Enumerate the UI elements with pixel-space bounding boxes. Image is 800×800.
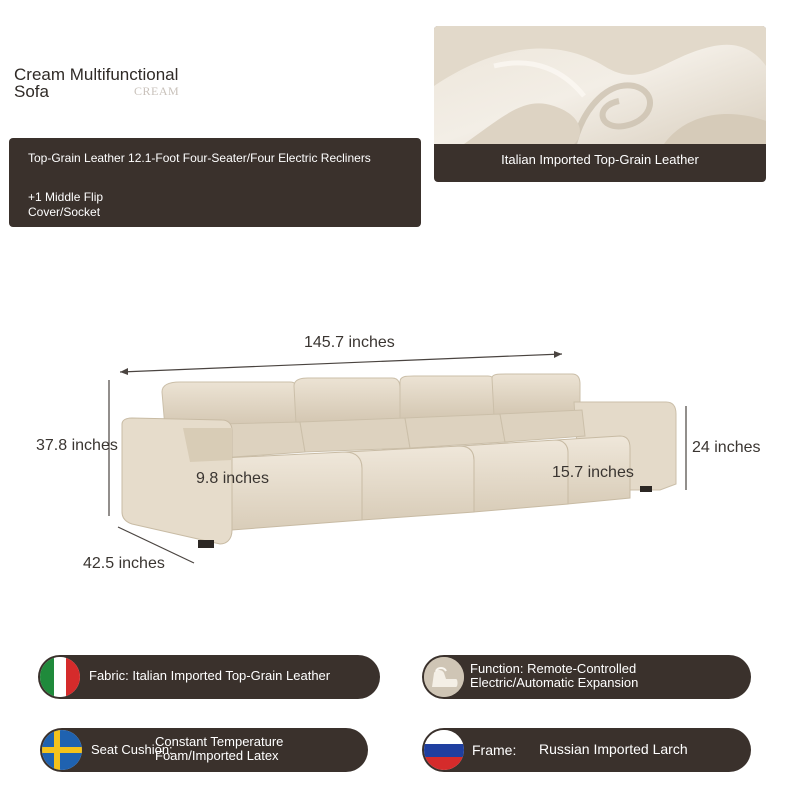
feature-fabric-label: Fabric: Italian Imported Top-Grain Leather bbox=[89, 668, 331, 683]
product-title bbox=[14, 66, 178, 100]
feature-frame bbox=[422, 728, 751, 772]
feature-seat-cushion-line1: Constant Temperature bbox=[155, 734, 284, 749]
spec-line-1: Top-Grain Leather 12.1-Foot Four-Seater/Four Electric Recliners bbox=[28, 151, 371, 165]
feature-seat-cushion-value bbox=[155, 735, 283, 763]
feature-frame-prefix: Frame: bbox=[472, 742, 517, 758]
seat-height-label: 15.7 inches bbox=[552, 464, 634, 481]
feature-frame-value: Russian Imported Larch bbox=[539, 741, 688, 757]
feature-function-line1: Function: Remote-Controlled bbox=[470, 661, 637, 676]
feature-function-label bbox=[470, 662, 638, 690]
russia-flag-icon bbox=[424, 730, 464, 770]
feature-seat-cushion bbox=[40, 728, 368, 772]
length-dimension-line bbox=[120, 354, 562, 372]
feature-seat-cushion-prefix: Seat Cushion: bbox=[91, 742, 173, 757]
leather-swatch-card bbox=[434, 26, 766, 182]
length-label: 145.7 inches bbox=[304, 334, 395, 351]
spec-line-2a: +1 Middle Flip bbox=[28, 190, 104, 204]
sofa-chair-icon bbox=[424, 657, 464, 697]
spec-line-2b: Cover/Socket bbox=[28, 205, 101, 219]
product-title-line2: Sofa bbox=[14, 82, 49, 101]
feature-function-line2: Electric/Automatic Expansion bbox=[470, 675, 639, 690]
spec-line-2 bbox=[28, 190, 103, 220]
sweden-flag-icon bbox=[42, 730, 82, 770]
armrest-width-label: 9.8 inches bbox=[196, 470, 269, 487]
leather-caption: Italian Imported Top-Grain Leather bbox=[501, 152, 699, 167]
spec-panel bbox=[9, 138, 421, 227]
brand-watermark: CREAM bbox=[134, 84, 180, 98]
feature-function bbox=[422, 655, 751, 699]
height-label: 37.8 inches bbox=[36, 437, 118, 454]
arm-height-label: 24 inches bbox=[692, 439, 761, 456]
italy-flag-icon bbox=[40, 657, 80, 697]
feature-fabric bbox=[38, 655, 380, 699]
sofa-illustration bbox=[0, 300, 800, 590]
product-title-line1: Cream Multifunctional bbox=[14, 65, 179, 84]
leather-fabric-image bbox=[434, 26, 766, 144]
depth-label: 42.5 inches bbox=[83, 555, 165, 572]
feature-seat-cushion-line2: Foam/Imported Latex bbox=[155, 748, 279, 763]
